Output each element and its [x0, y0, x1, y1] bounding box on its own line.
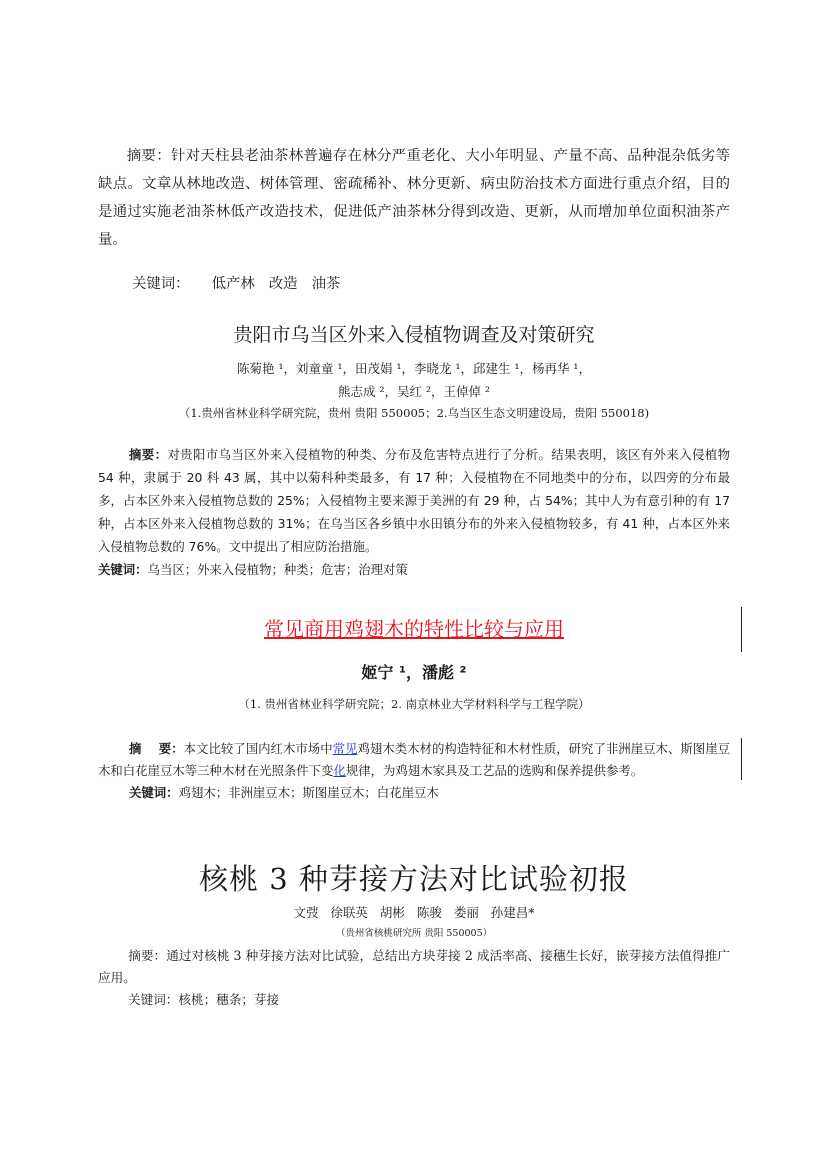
article2-abstract: 对贵阳市乌当区外来入侵植物的种类、分布及危害特点进行了分析。结果表明，该区有外来入侵植物 54 种，隶属于 20 科 43 属，其中以菊科种类最多，有 17 种；入侵植物在不同地类中的分布，以四旁的分布最多，占本区外来入侵植物总数的 25%；入侵植物主要来源于美洲的有 29 种，占 54%；其中人为有意引种的有 17 种，占本区外来入侵植物总数的 31%；在乌当区各乡镇中水田镇分布的外来入侵植物较多，有 41 种，占本区外来入侵植物总数的 76%。文中提出了相应防治措施。	[98, 447, 731, 554]
article3-abstract-block	[98, 738, 730, 804]
article2-title: 贵阳市乌当区外来入侵植物调查及对策研究	[233, 324, 595, 346]
article3-abstract-part: 本文比较了国内红木市场中	[183, 741, 333, 756]
article3-affiliation: （1. 贵州省林业科学研究院；2. 南京林业大学材料科学与工程学院）	[238, 697, 590, 711]
article1-keyword: 低产林	[211, 276, 255, 292]
article3-keywords-label: 关键词：	[129, 785, 179, 800]
article1-keywords-label: 关键词：	[132, 276, 190, 292]
column-marker-line	[741, 738, 742, 780]
article3-abstract-part: 规律，为鸡翅木家具及工艺品的选购和保养提供参考。	[345, 763, 644, 778]
article3-abstract-label: 摘 要：	[129, 741, 184, 756]
article4-abstract: 摘要：通过对核桃 3 种芽接方法对比试验，总结出方块芽接 2 成活率高、接穗生长好，嵌芽接方法值得推广应用。	[98, 948, 730, 985]
article4-title: 核桃 3 种芽接方法对比试验初报	[199, 862, 629, 896]
article2-affiliation: （1.贵州省林业科学研究院，贵州 贵阳 550005；2.乌当区生态文明建设局，贵阳 550018)	[178, 406, 650, 420]
article2-abstract-label: 摘要：	[129, 447, 168, 462]
article3-abstract-link[interactable]: 常见	[332, 741, 358, 756]
article3-abstract-link[interactable]: 化	[333, 763, 346, 778]
article4-authors: 文弢 徐联英 胡彬 陈骏 娄丽 孙建昌*	[293, 905, 535, 920]
article3-abstract-part: 鸡翅木类木材的构造特征和木材性质，研究了非洲崖豆木、斯图崖豆木和白花崖豆木等三种木材在光照条件下变	[98, 741, 731, 778]
article1-keyword: 改造	[268, 276, 298, 292]
article1-abstract: 摘要：针对天柱县老油茶林普遍存在林分严重老化、大小年明显、产量不高、品种混杂低劣等缺点。文章从林地改造、树体管理、密疏稀补、林分更新、病虫防治技术方面进行重点介绍，目的是通过实施老油茶林低产改造技术，促进低产油茶林分得到改造、更新，从而增加单位面积油茶产量。	[98, 148, 730, 248]
article4-keywords: 关键词：核桃；穗条；芽接	[128, 992, 280, 1007]
article4-abstract-block	[98, 945, 730, 1011]
article2-keywords-label: 关键词：	[98, 562, 148, 577]
article1-keywords	[132, 272, 340, 296]
article1-abstract-block	[98, 142, 730, 254]
article2-keywords: 乌当区；外来入侵植物；种类；危害；治理对策	[147, 562, 408, 577]
article2-authors-line1: 陈菊艳 ¹，刘童童 ¹，田茂娟 ¹，李晓龙 ¹，邱建生 ¹，杨再华 ¹，	[237, 361, 591, 376]
article1-keyword: 油茶	[311, 276, 341, 292]
article4-affiliation: （贵州省核桃研究所 贵阳 550005）	[335, 928, 493, 939]
article3-keywords: 鸡翅木；非洲崖豆木；斯图崖豆木；白花崖豆木	[178, 785, 439, 800]
article3-title[interactable]: 常见商用鸡翅木的特性比较与应用	[264, 617, 564, 641]
article3-authors: 姬宁 ¹，潘彪 ²	[361, 663, 467, 682]
article2-abstract-block	[98, 443, 730, 581]
article2-authors-line2: 熊志成 ²，吴红 ²，王倬倬 ²	[338, 384, 490, 399]
column-marker-line	[741, 607, 742, 652]
